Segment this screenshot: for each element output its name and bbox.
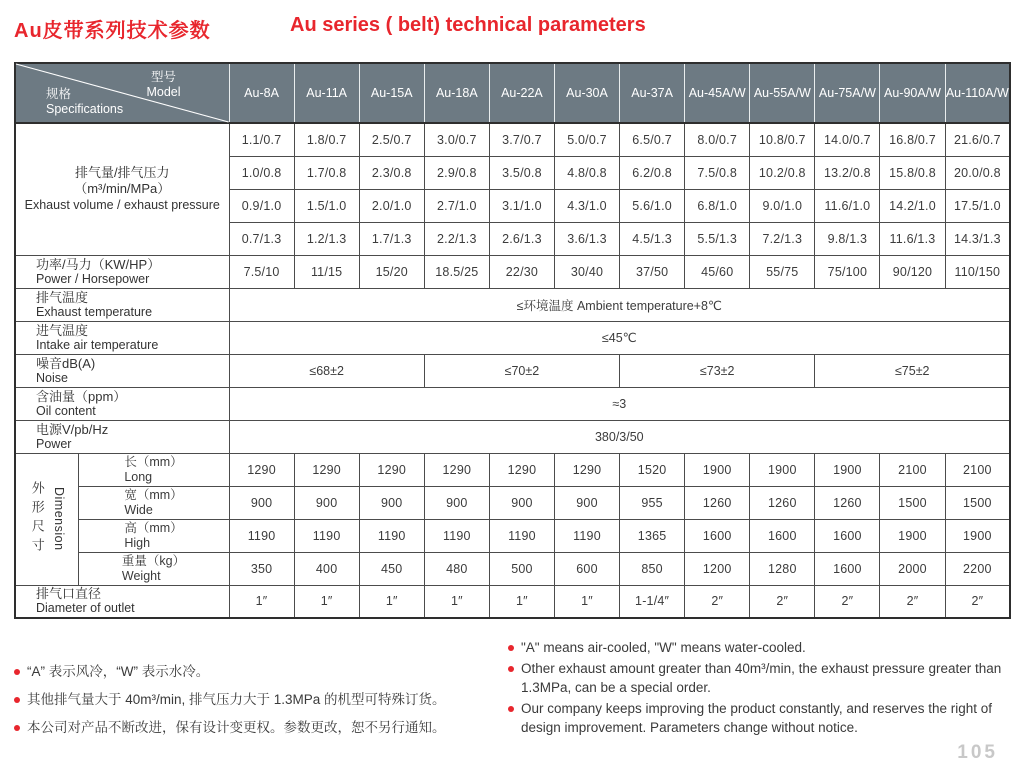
exhaust-temperature-label: 排气温度 Exhaust temperature (15, 288, 229, 321)
footnote-item: "A" means air-cooled, "W" means water-cooled. (508, 638, 1014, 658)
model-column-header: Au-90A/W (880, 63, 945, 123)
exhaust-value-cell: 7.5/0.8 (685, 156, 750, 189)
dimension-value-cell: 1900 (685, 453, 750, 486)
dimension-group-label (15, 453, 78, 585)
outlet-value-cell: 2″ (685, 585, 750, 618)
dimension-long-label: 长（mm） Long (78, 453, 229, 486)
model-column-header: Au-30A (554, 63, 619, 123)
intake-temperature-value: ≤45℃ (229, 321, 1010, 354)
exhaust-value-cell: 1.8/0.7 (294, 123, 359, 156)
corner-header-cell (15, 63, 229, 123)
dimension-value-cell: 900 (294, 486, 359, 519)
model-column-header: Au-110A/W (945, 63, 1010, 123)
exhaust-value-cell: 2.7/1.0 (424, 189, 489, 222)
dimension-value-cell: 1290 (359, 453, 424, 486)
footnote-item: 本公司对产品不断改进，保有设计变更权。参数更改，恕不另行通知。 (14, 718, 492, 738)
footnotes-english (508, 638, 1014, 739)
dimension-high-row (15, 519, 1010, 552)
dimension-weight-label: 重量（kg） Weight (78, 552, 229, 585)
exhaust-value-cell: 2.9/0.8 (424, 156, 489, 189)
corner-spec-label: 规格 Specifications (46, 87, 124, 116)
exhaust-value-cell: 2.3/0.8 (359, 156, 424, 189)
electric-power-value: 380/3/50 (229, 420, 1010, 453)
exhaust-value-cell: 1.2/1.3 (294, 222, 359, 255)
dimension-value-cell: 1365 (620, 519, 685, 552)
page-number: 105 (957, 742, 998, 763)
power-value-cell: 37/50 (620, 255, 685, 288)
intake-temperature-row (15, 321, 1010, 354)
dimension-value-cell: 900 (359, 486, 424, 519)
exhaust-value-cell: 6.5/0.7 (620, 123, 685, 156)
exhaust-value-cell: 10.2/0.8 (750, 156, 815, 189)
oil-content-row (15, 387, 1010, 420)
model-column-header: Au-37A (620, 63, 685, 123)
exhaust-value-cell: 0.7/1.3 (229, 222, 294, 255)
model-column-header: Au-45A/W (685, 63, 750, 123)
dimension-value-cell: 1260 (750, 486, 815, 519)
power-row (15, 255, 1010, 288)
dimension-value-cell: 1200 (685, 552, 750, 585)
dimension-value-cell: 955 (620, 486, 685, 519)
model-column-header: Au-18A (424, 63, 489, 123)
exhaust-value-cell: 11.6/1.0 (815, 189, 880, 222)
footnote-item: 其他排气量大于 40m³/min, 排气压力大于 1.3MPa 的机型可特殊订货。 (14, 690, 492, 710)
exhaust-value-cell: 16.8/0.7 (880, 123, 945, 156)
power-value-cell: 90/120 (880, 255, 945, 288)
exhaust-value-cell: 13.2/0.8 (815, 156, 880, 189)
outlet-value-cell: 2″ (750, 585, 815, 618)
exhaust-label: 排气量/排气压力 （m³/min/MPa） Exhaust volume / exhaust pressure (15, 123, 229, 255)
dimension-value-cell: 1260 (685, 486, 750, 519)
dimension-value-cell: 1290 (424, 453, 489, 486)
dimension-value-cell: 2100 (880, 453, 945, 486)
power-value-cell: 55/75 (750, 255, 815, 288)
exhaust-value-cell: 3.1/1.0 (489, 189, 554, 222)
dimension-value-cell: 1600 (815, 552, 880, 585)
exhaust-value-cell: 2.0/1.0 (359, 189, 424, 222)
dimension-value-cell: 1190 (294, 519, 359, 552)
exhaust-temperature-value: ≤环境温度 Ambient temperature+8℃ (229, 288, 1010, 321)
exhaust-value-cell: 20.0/0.8 (945, 156, 1010, 189)
exhaust-value-cell: 7.2/1.3 (750, 222, 815, 255)
technical-parameters-table (14, 62, 1011, 619)
dimension-value-cell: 1600 (685, 519, 750, 552)
model-column-header: Au-75A/W (815, 63, 880, 123)
dimension-value-cell: 900 (554, 486, 619, 519)
exhaust-value-cell: 1.5/1.0 (294, 189, 359, 222)
dimension-value-cell: 900 (229, 486, 294, 519)
exhaust-value-cell: 2.2/1.3 (424, 222, 489, 255)
dimension-value-cell: 1190 (554, 519, 619, 552)
outlet-value-cell: 1″ (359, 585, 424, 618)
exhaust-value-cell: 3.7/0.7 (489, 123, 554, 156)
power-value-cell: 7.5/10 (229, 255, 294, 288)
exhaust-value-cell: 6.2/0.8 (620, 156, 685, 189)
exhaust-value-cell: 4.3/1.0 (554, 189, 619, 222)
noise-row (15, 354, 1010, 387)
exhaust-value-cell: 5.5/1.3 (685, 222, 750, 255)
exhaust-value-cell: 3.0/0.7 (424, 123, 489, 156)
outlet-value-cell: 1″ (424, 585, 489, 618)
dimension-group-label-english: Dimension (51, 487, 66, 551)
noise-value-cell: ≤70±2 (424, 354, 619, 387)
dimension-value-cell: 1520 (620, 453, 685, 486)
dimension-value-cell: 1280 (750, 552, 815, 585)
exhaust-value-cell: 14.2/1.0 (880, 189, 945, 222)
dimension-wide-label: 宽（mm） Wide (78, 486, 229, 519)
dimension-value-cell: 2200 (945, 552, 1010, 585)
exhaust-value-cell: 1.1/0.7 (229, 123, 294, 156)
footnote-item: Our company keeps improving the product constantly, and reserves the right of design improvement. Parameters change without notice. (508, 699, 1014, 738)
exhaust-value-cell: 1.0/0.8 (229, 156, 294, 189)
noise-value-cell: ≤73±2 (620, 354, 815, 387)
outlet-diameter-label: 排气口直径 Diameter of outlet (15, 585, 229, 618)
electric-power-row (15, 420, 1010, 453)
dimension-value-cell: 1900 (815, 453, 880, 486)
exhaust-value-cell: 11.6/1.3 (880, 222, 945, 255)
dimension-value-cell: 1500 (945, 486, 1010, 519)
outlet-value-cell: 2″ (815, 585, 880, 618)
dimension-value-cell: 1190 (229, 519, 294, 552)
exhaust-value-cell: 14.3/1.3 (945, 222, 1010, 255)
footnotes-chinese (14, 662, 492, 746)
electric-power-label: 电源V/pb/Hz Power (15, 420, 229, 453)
dimension-long-row (15, 453, 1010, 486)
dimension-value-cell: 480 (424, 552, 489, 585)
outlet-diameter-row (15, 585, 1010, 618)
power-value-cell: 110/150 (945, 255, 1010, 288)
page-title-chinese: Au皮带系列技术参数 (14, 20, 211, 42)
oil-content-label: 含油量（ppm） Oil content (15, 387, 229, 420)
dimension-value-cell: 1290 (294, 453, 359, 486)
dimension-value-cell: 900 (489, 486, 554, 519)
exhaust-value-cell: 14.0/0.7 (815, 123, 880, 156)
model-column-header: Au-55A/W (750, 63, 815, 123)
dimension-value-cell: 400 (294, 552, 359, 585)
exhaust-value-cell: 2.6/1.3 (489, 222, 554, 255)
dimension-value-cell: 1260 (815, 486, 880, 519)
dimension-value-cell: 350 (229, 552, 294, 585)
exhaust-value-cell: 8.0/0.7 (685, 123, 750, 156)
dimension-weight-row (15, 552, 1010, 585)
dimension-value-cell: 1900 (750, 453, 815, 486)
exhaust-value-cell: 10.8/0.7 (750, 123, 815, 156)
power-label: 功率/马力（KW/HP） Power / Horsepower (15, 255, 229, 288)
exhaust-value-cell: 17.5/1.0 (945, 189, 1010, 222)
oil-content-value: ≈3 (229, 387, 1010, 420)
dimension-value-cell: 1600 (750, 519, 815, 552)
dimension-wide-row (15, 486, 1010, 519)
dimension-value-cell: 1190 (424, 519, 489, 552)
corner-model-label: 型号 Model (146, 70, 181, 99)
page-header (14, 14, 1004, 43)
noise-value-cell: ≤68±2 (229, 354, 424, 387)
outlet-value-cell: 2″ (945, 585, 1010, 618)
model-column-header: Au-8A (229, 63, 294, 123)
exhaust-row-1 (15, 123, 1010, 156)
model-column-header: Au-22A (489, 63, 554, 123)
intake-temperature-label: 进气温度 Intake air temperature (15, 321, 229, 354)
dimension-value-cell: 2100 (945, 453, 1010, 486)
model-column-header: Au-11A (294, 63, 359, 123)
dimension-value-cell: 500 (489, 552, 554, 585)
outlet-value-cell: 1″ (294, 585, 359, 618)
footnote-item: Other exhaust amount greater than 40m³/min, the exhaust pressure greater than 1.3MPa, can be a special order. (508, 659, 1014, 698)
power-value-cell: 45/60 (685, 255, 750, 288)
outlet-value-cell: 1″ (554, 585, 619, 618)
exhaust-temperature-row (15, 288, 1010, 321)
power-value-cell: 75/100 (815, 255, 880, 288)
dimension-value-cell: 450 (359, 552, 424, 585)
dimension-value-cell: 900 (424, 486, 489, 519)
exhaust-value-cell: 9.8/1.3 (815, 222, 880, 255)
exhaust-value-cell: 6.8/1.0 (685, 189, 750, 222)
exhaust-value-cell: 1.7/0.8 (294, 156, 359, 189)
exhaust-value-cell: 3.6/1.3 (554, 222, 619, 255)
footnote-item: “A” 表示风冷，“W” 表示水冷。 (14, 662, 492, 682)
dimension-value-cell: 1290 (229, 453, 294, 486)
exhaust-value-cell: 0.9/1.0 (229, 189, 294, 222)
dimension-value-cell: 1290 (554, 453, 619, 486)
power-value-cell: 22/30 (489, 255, 554, 288)
power-value-cell: 18.5/25 (424, 255, 489, 288)
model-column-header: Au-15A (359, 63, 424, 123)
exhaust-value-cell: 5.6/1.0 (620, 189, 685, 222)
dimension-value-cell: 1900 (880, 519, 945, 552)
outlet-value-cell: 1″ (489, 585, 554, 618)
exhaust-value-cell: 15.8/0.8 (880, 156, 945, 189)
dimension-high-label: 高（mm） High (78, 519, 229, 552)
outlet-value-cell: 2″ (880, 585, 945, 618)
exhaust-value-cell: 4.8/0.8 (554, 156, 619, 189)
dimension-value-cell: 1190 (489, 519, 554, 552)
page-title-english: Au series ( belt) technical parameters (290, 14, 646, 36)
dimension-value-cell: 850 (620, 552, 685, 585)
exhaust-value-cell: 2.5/0.7 (359, 123, 424, 156)
dimension-value-cell: 2000 (880, 552, 945, 585)
noise-value-cell: ≤75±2 (815, 354, 1010, 387)
dimension-value-cell: 1900 (945, 519, 1010, 552)
exhaust-value-cell: 5.0/0.7 (554, 123, 619, 156)
outlet-value-cell: 1″ (229, 585, 294, 618)
dimension-value-cell: 1290 (489, 453, 554, 486)
dimension-value-cell: 1500 (880, 486, 945, 519)
dimension-value-cell: 1600 (815, 519, 880, 552)
power-value-cell: 11/15 (294, 255, 359, 288)
exhaust-value-cell: 9.0/1.0 (750, 189, 815, 222)
exhaust-value-cell: 1.7/1.3 (359, 222, 424, 255)
noise-label: 噪音dB(A) Noise (15, 354, 229, 387)
exhaust-value-cell: 3.5/0.8 (489, 156, 554, 189)
power-value-cell: 15/20 (359, 255, 424, 288)
dimension-value-cell: 600 (554, 552, 619, 585)
dimension-value-cell: 1190 (359, 519, 424, 552)
dimension-group-label-chinese: 外形尺寸 (29, 481, 45, 557)
exhaust-value-cell: 4.5/1.3 (620, 222, 685, 255)
exhaust-value-cell: 21.6/0.7 (945, 123, 1010, 156)
power-value-cell: 30/40 (554, 255, 619, 288)
outlet-value-cell: 1-1/4″ (620, 585, 685, 618)
model-header-row (15, 63, 1010, 123)
